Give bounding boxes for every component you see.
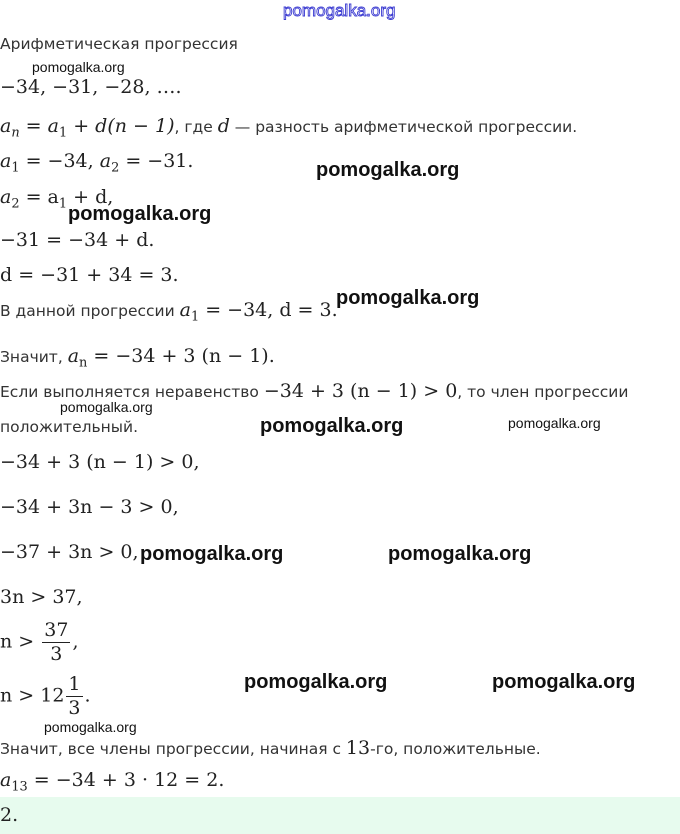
answer-value: 2. xyxy=(0,804,19,826)
watermark: pomogalka.org xyxy=(60,399,153,415)
inequality-step-5: n > $\frac{37}{3}$ , xyxy=(0,619,79,665)
watermark: pomogalka.org xyxy=(316,159,460,181)
inequality-step-6: n > 12 $\frac{1}{3}$ . xyxy=(0,673,91,719)
watermark: pomogalka.org xyxy=(244,671,388,693)
inequality-step-2: −34 + 3n − 3 > 0, xyxy=(0,496,179,518)
inequality-step-1: −34 + 3 (n − 1) > 0, xyxy=(0,451,200,473)
watermark: pomogalka.org xyxy=(140,543,284,565)
inequality-condition-line-2: положительный. xyxy=(0,418,139,436)
sequence-line: −34, −31, −28, …. xyxy=(0,76,182,98)
fraction: $\frac{37}{3}$ xyxy=(44,619,69,665)
given-terms: $a_1 = -34$, $a_2 = -31$. xyxy=(0,150,194,176)
section-title: Арифметическая прогрессия xyxy=(0,35,238,53)
equation-difference: d = −31 + 34 = 3. xyxy=(0,264,179,286)
watermark: pomogalka.org xyxy=(388,543,532,565)
equation-substituted: −31 = −34 + d. xyxy=(0,229,155,251)
equation-a2: $a_2 = a_1 + d$, xyxy=(0,186,114,212)
given-progression-line: В данной прогрессии $a_1 = -34$, d = 3. xyxy=(0,299,338,325)
watermark: pomogalka.org xyxy=(508,415,601,431)
nth-term-line: Значит, $a_n = -34 + 3$ (n − 1). xyxy=(0,345,275,371)
inequality-condition-line: Если выполняется неравенство −34 + 3 (n − 1) > 0, то член прогрессии xyxy=(0,380,629,402)
watermark: pomogalka.org xyxy=(44,719,137,735)
watermark: pomogalka.org xyxy=(336,287,480,309)
final-calculation: $a_{13} = -34 + 3 \cdot 12 = 2$. xyxy=(0,769,225,795)
general-formula: $a_n = a_1 + d(n - 1)$, где d — разность арифметической прогрессии. xyxy=(0,115,578,141)
watermark: pomogalka.org xyxy=(68,203,212,225)
watermark: pomogalka.org xyxy=(260,415,404,437)
site-watermark-header: pomogalka.org xyxy=(283,1,396,20)
watermark: pomogalka.org xyxy=(492,671,636,693)
inequality-step-4: 3n > 37, xyxy=(0,586,83,608)
inequality-step-3: −37 + 3n > 0, xyxy=(0,541,139,563)
conclusion-line: Значит, все члены прогрессии, начиная с 13-го, положительные. xyxy=(0,737,541,759)
fraction: $\frac{1}{3}$ xyxy=(68,673,81,719)
watermark: pomogalka.org xyxy=(32,59,125,75)
answer-box xyxy=(0,797,680,834)
